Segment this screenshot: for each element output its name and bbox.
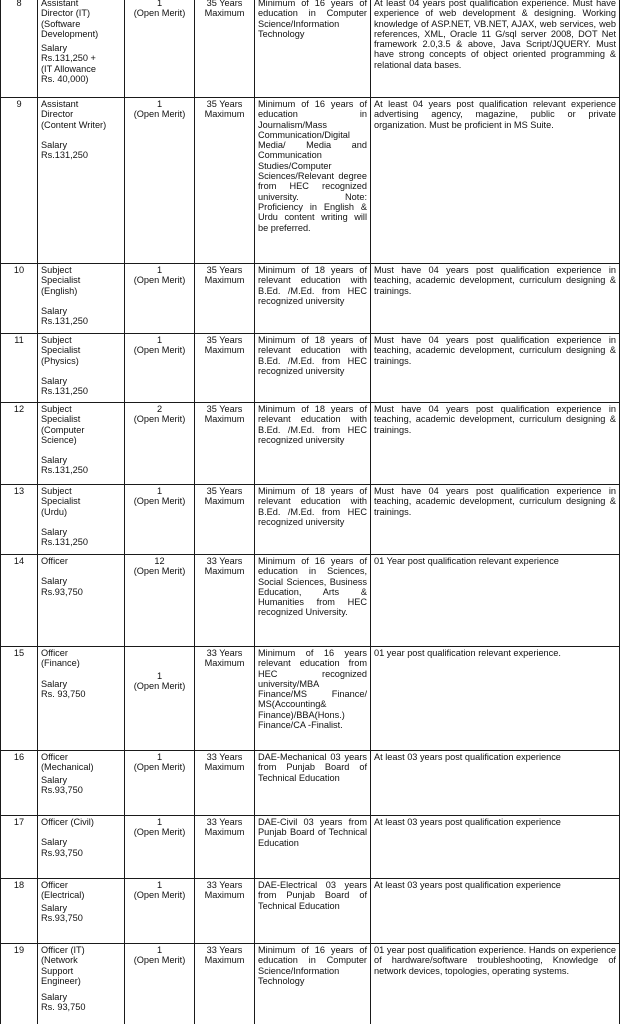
quota-type: (Open Merit): [133, 414, 186, 425]
age-qualifier: Maximum: [204, 275, 245, 286]
salary: Salary Rs.131,250: [41, 305, 88, 327]
table-row: [1, 485, 620, 555]
age-limit: 33 Years: [206, 945, 243, 955]
age-qualifier: Maximum: [204, 955, 245, 966]
salary: Salary Rs.93,750: [41, 902, 83, 923]
education-requirement: Minimum of 18 years of relevant education with B.Ed. /M.Ed. from HEC recognized university: [258, 265, 367, 306]
post-title: Subject Specialist (Computer Science): [41, 404, 85, 445]
post-title: Officer (IT) (Network Support Engineer): [41, 945, 85, 986]
age-limit: 33 Years: [206, 648, 243, 658]
education-requirement: Minimum of 16 years of education in Computer Science/Information Technology: [258, 0, 367, 39]
post-title: Assistant Director (Content Writer): [41, 99, 107, 130]
table-row: [1, 647, 620, 751]
education-requirement: Minimum of 16 years of education in Computer Science/Information Technology: [258, 945, 367, 986]
age-qualifier: Maximum: [204, 890, 245, 901]
post-title: Subject Specialist (Physics): [41, 335, 81, 366]
age-limit: 35 Years: [206, 0, 243, 8]
serial-number: 12: [1, 403, 38, 485]
seats-count: 2: [156, 404, 163, 414]
experience-requirement: At least 03 years post qualification experience: [374, 817, 561, 827]
age-qualifier: Maximum: [204, 566, 245, 577]
age-limit: 35 Years: [206, 486, 243, 496]
salary: Salary Rs.131,250: [41, 526, 88, 548]
education-requirement: Minimum of 18 years of relevant education with B.Ed. /M.Ed. from HEC recognized university: [258, 486, 367, 527]
table-row: [1, 751, 620, 816]
seats-count: 1: [156, 671, 163, 681]
age-limit: 33 Years: [206, 817, 243, 827]
serial-number: 13: [1, 485, 38, 555]
education-requirement: Minimum of 16 years of education in Sciences, Social Sciences, Business Education, Arts & Humanities from HEC recognized University.: [258, 556, 367, 618]
education-requirement: DAE-Mechanical 03 years from Punjab Board of Technical Education: [258, 752, 367, 783]
experience-requirement: At least 04 years post qualification relevant experience advertising agency, magazine, public or private organization. Must be proficient in MS Suite.: [374, 99, 616, 130]
experience-requirement: Must have 04 years post qualification experience in teaching, academic development, curriculum designing & trainings.: [374, 486, 616, 517]
age-limit: 33 Years: [206, 880, 243, 890]
post-title: Subject Specialist (Urdu): [41, 486, 81, 517]
quota-type: (Open Merit): [133, 890, 186, 901]
experience-requirement: At least 03 years post qualification experience: [374, 880, 561, 890]
quota-type: (Open Merit): [133, 275, 186, 286]
seats-count: 1: [156, 817, 163, 827]
seats-count: 1: [156, 265, 163, 275]
age-limit: 33 Years: [206, 556, 243, 566]
table-row: [1, 816, 620, 879]
post-title: Officer (Finance): [41, 648, 80, 669]
seats-count: 1: [156, 880, 163, 890]
serial-number: 8: [1, 0, 38, 98]
education-requirement: Minimum of 16 years relevant education from HEC recognized university/MBA Finance/MS Finance/ MS(Accounting& Finance)/BBA(Hons.) Finance/CA -Finalist.: [258, 648, 367, 731]
age-qualifier: Maximum: [204, 109, 245, 120]
post-title: Officer (Civil): [41, 817, 94, 827]
table-row: [1, 555, 620, 647]
seats-count: 1: [156, 486, 163, 496]
age-qualifier: Maximum: [204, 8, 245, 19]
age-qualifier: Maximum: [204, 762, 245, 773]
salary: Salary Rs. 93,750: [41, 992, 86, 1013]
experience-requirement: 01 year post qualification experience. Hands on experience of hardware/software troubleshooting, Knowledge of network devices, topologies, operating systems.: [374, 945, 616, 976]
quota-type: (Open Merit): [133, 496, 186, 507]
post-title: Officer (Mechanical): [41, 752, 94, 773]
age-limit: 35 Years: [206, 99, 243, 109]
age-qualifier: Maximum: [204, 827, 245, 838]
experience-requirement: At least 03 years post qualification experience: [374, 752, 561, 762]
table-row: [1, 334, 620, 403]
serial-number: 11: [1, 334, 38, 403]
table-row: [1, 403, 620, 485]
quota-type: (Open Merit): [133, 681, 186, 692]
table-row: [1, 98, 620, 264]
experience-requirement: 01 Year post qualification relevant experience: [374, 556, 559, 566]
age-qualifier: Maximum: [204, 658, 245, 669]
salary: Salary Rs.131,250: [41, 455, 88, 476]
serial-number: 18: [1, 879, 38, 944]
salary: Salary Rs.93,750: [41, 576, 83, 597]
post-title: Officer: [41, 556, 68, 566]
seats-count: 1: [156, 752, 163, 762]
table-row: [1, 944, 620, 1024]
serial-number: 17: [1, 816, 38, 879]
education-requirement: Minimum of 16 years of education in Journalism/Mass Communication/Digital Media/ Media and Communication Studies/Computer Sciences/Relevant degree from HEC recognized university. Note: Proficiency in English & Urdu content writing will be preferred.: [258, 99, 367, 233]
age-qualifier: Maximum: [204, 414, 245, 425]
salary: Salary Rs.93,750: [41, 837, 83, 858]
salary: Salary Rs.93,750: [41, 774, 83, 795]
age-limit: 33 Years: [206, 752, 243, 762]
salary: Salary Rs.131,250: [41, 375, 88, 397]
age-qualifier: Maximum: [204, 345, 245, 356]
experience-requirement: Must have 04 years post qualification experience in teaching, academic development, curriculum designing & trainings.: [374, 265, 616, 296]
quota-type: (Open Merit): [133, 762, 186, 773]
table-row: [1, 0, 620, 98]
serial-number: 10: [1, 264, 38, 334]
education-requirement: DAE-Electrical 03 years from Punjab Board of Technical Education: [258, 880, 367, 911]
table-row: [1, 264, 620, 334]
quota-type: (Open Merit): [133, 109, 186, 120]
post-title: Officer (Electrical): [41, 880, 85, 901]
seats-count: 1: [156, 335, 163, 345]
seats-count: 1: [156, 945, 163, 955]
quota-type: (Open Merit): [133, 955, 186, 966]
quota-type: (Open Merit): [133, 827, 186, 838]
experience-requirement: Must have 04 years post qualification experience in teaching, academic development, curriculum designing & trainings.: [374, 335, 616, 366]
salary: Salary Rs.131,250 + (IT Allowance Rs. 40,000): [41, 43, 96, 85]
serial-number: 9: [1, 98, 38, 264]
seats-count: 12: [154, 556, 165, 566]
serial-number: 16: [1, 751, 38, 816]
experience-requirement: Must have 04 years post qualification experience in teaching, academic development, curriculum designing & trainings.: [374, 404, 616, 435]
quota-type: (Open Merit): [133, 8, 186, 19]
serial-number: 19: [1, 944, 38, 1024]
quota-type: (Open Merit): [133, 345, 186, 356]
experience-requirement: At least 04 years post qualification experience. Must have experience of web development & designing. Working knowledge of ASP.NET, VB.NET, AJAX, web services, web references, XML, Oracle 11 G/sql server 2008, DOT Net framework 2.0,3.5 & above, Java Script/JQUERY. Must have strong concepts of object oriented programming & relational data bases.: [374, 0, 616, 70]
age-qualifier: Maximum: [204, 496, 245, 507]
education-requirement: Minimum of 18 years of relevant education with B.Ed. /M.Ed. from HEC recognized university: [258, 404, 367, 445]
salary: Salary Rs. 93,750: [41, 678, 86, 699]
age-limit: 35 Years: [206, 404, 243, 414]
age-limit: 35 Years: [206, 265, 243, 275]
post-title: Subject Specialist (English): [41, 265, 81, 296]
quota-type: (Open Merit): [133, 566, 186, 577]
post-title: Assistant Director (IT) (Software Development): [41, 0, 99, 39]
seats-count: 1: [156, 0, 163, 8]
seats-count: 1: [156, 99, 163, 109]
table-row: [1, 879, 620, 944]
salary: Salary Rs.131,250: [41, 139, 88, 161]
age-limit: 35 Years: [206, 335, 243, 345]
education-requirement: DAE-Civil 03 years from Punjab Board of Technical Education: [258, 817, 367, 848]
experience-requirement: 01 year post qualification relevant experience.: [374, 648, 561, 658]
serial-number: 14: [1, 555, 38, 647]
education-requirement: Minimum of 18 years of relevant education with B.Ed. /M.Ed. from HEC recognized university: [258, 335, 367, 376]
serial-number: 15: [1, 647, 38, 751]
